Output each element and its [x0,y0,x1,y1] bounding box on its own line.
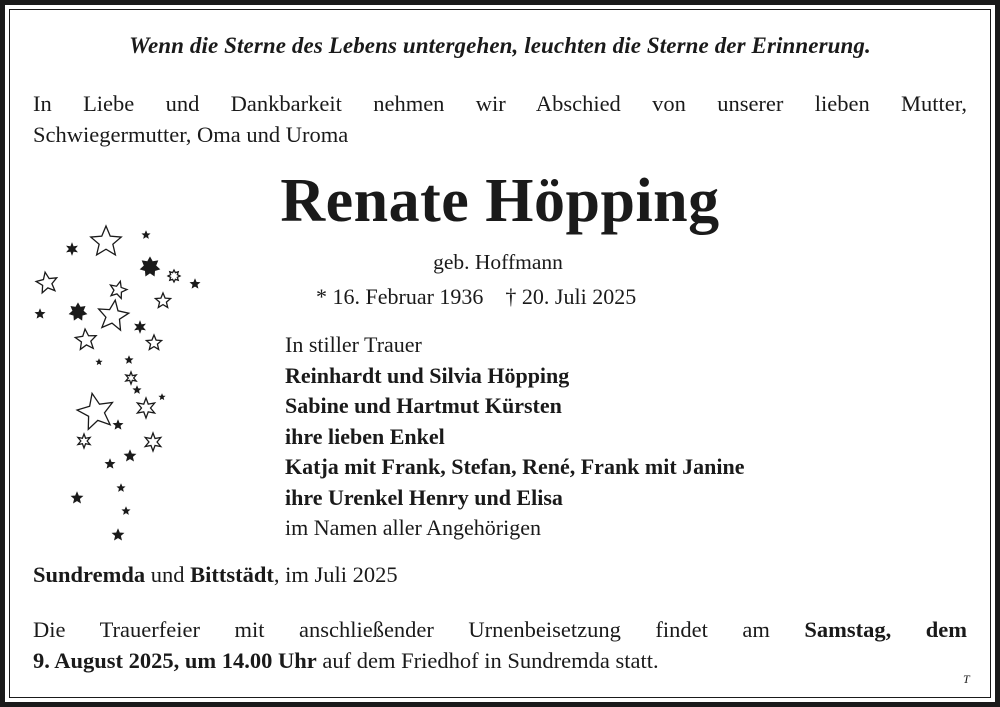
mourner-line: Sabine und Hartmut Kürsten [285,393,562,418]
star-icon [155,293,170,307]
star-icon [146,335,161,349]
star-icon [122,507,130,514]
place-and-date [33,562,398,588]
star-icon [35,309,45,318]
intro-line-1: In Liebe und Dankbarkeit nehmen wir Abschied von unserer lieben Mutter, [33,91,967,116]
life-dates [316,284,636,310]
star-icon [96,359,102,364]
birth-date: * 16. Februar 1936 [316,284,484,309]
ceremony-line-1 [33,614,967,645]
star-icon [135,321,145,333]
place-connector: und [145,562,191,587]
place-date: , im Juli 2025 [273,562,398,587]
star-icon [71,492,82,503]
star-icon [117,484,125,491]
star-icon [125,356,133,363]
star-cluster-icon [0,0,230,560]
star-icon [140,257,160,276]
star-icon [159,394,165,399]
ceremony-text-1: Die Trauerfeier mit anschließender Urnenbeisetzung findet am [33,617,805,642]
corner-mark: T [963,672,970,686]
star-icon [113,420,123,429]
star-icon [78,434,90,448]
star-icon [105,459,115,468]
mourner-line: Katja mit Frank, Stefan, René, Frank mit Janine [285,454,745,479]
star-icon [190,279,200,288]
star-icon [137,398,154,418]
star-icon [69,303,87,320]
ceremony-notice [33,614,967,676]
ceremony-text-2: auf dem Friedhof in Sundremda statt. [316,648,659,673]
mourner-line: Reinhardt und Silvia Höpping [285,362,570,388]
star-icon [112,529,123,540]
mourners-intro: In stiller Trauer [285,332,422,357]
deceased-name: Renate Höpping [280,167,720,235]
birth-name: geb. Hoffmann [433,250,563,274]
mourner-line: ihre Urenkel Henry und Elisa [285,484,563,510]
star-icon [110,281,127,298]
star-icon [142,231,150,238]
star-icon [124,450,135,461]
motto: Wenn die Sterne des Lebens untergehen, leuchten die Sterne der Erinnerung. [129,33,871,58]
star-icon [67,243,77,255]
star-icon [126,372,136,384]
intro-line-2: Schwiegermutter, Oma und Uroma [33,122,349,147]
ceremony-date-time: 9. August 2025, um 14.00 Uhr [33,648,317,673]
star-icon [77,393,112,429]
star-icon [145,433,161,451]
ceremony-line-2 [33,645,967,676]
mourners-block [285,330,745,544]
star-icon [133,386,141,393]
ceremony-day: Samstag, dem [804,617,967,642]
mourner-line: ihre lieben Enkel [285,423,445,449]
place-town-2: Bittstädt [190,562,274,587]
mourners-closing: im Namen aller Angehörigen [285,515,541,540]
star-icon [75,329,96,349]
star-icon [36,272,57,293]
star-icon [99,300,129,330]
place-town-1: Sundremda [33,562,146,587]
star-icon [91,226,121,255]
death-date: † 20. Juli 2025 [505,284,637,309]
star-icon [168,270,180,282]
